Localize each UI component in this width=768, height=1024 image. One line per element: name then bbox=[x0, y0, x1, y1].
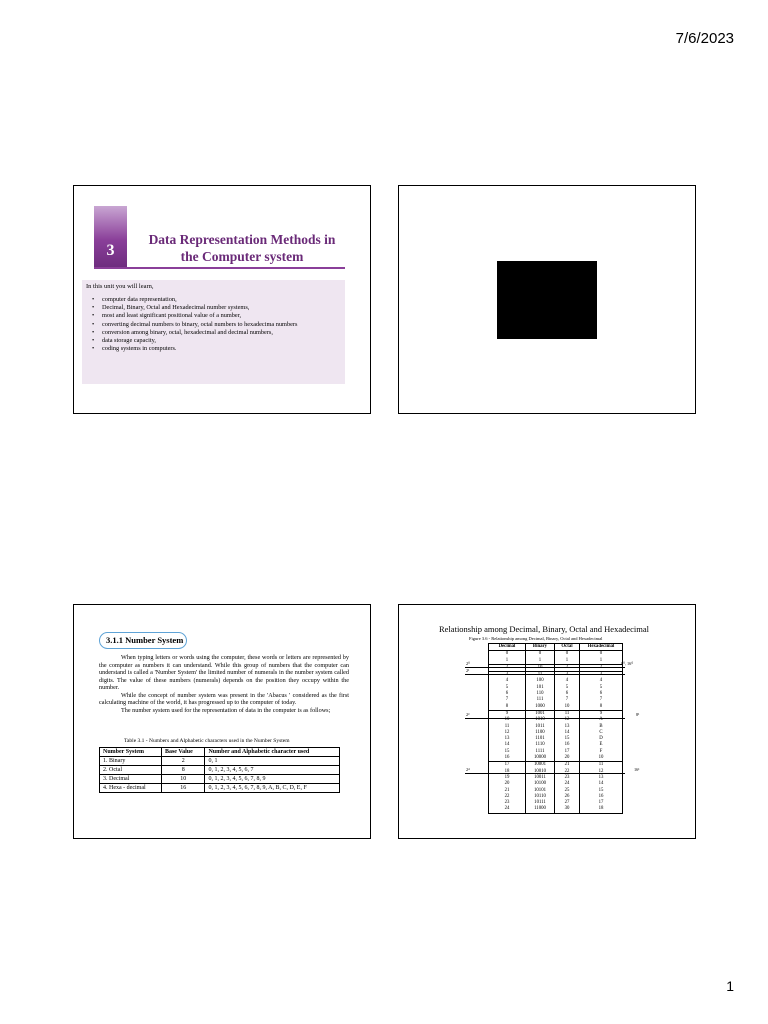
table-cell: 16 bbox=[489, 755, 526, 762]
table-cell: 16 bbox=[161, 784, 204, 793]
table-caption: Table 3.1 - Numbers and Alphabetic characters used in the Number System bbox=[124, 738, 290, 744]
table-cell: 0 bbox=[526, 651, 555, 658]
chapter-title-line1: Data Representation Methods in bbox=[148, 232, 336, 247]
number-system-table bbox=[99, 747, 340, 793]
table-cell: 5 bbox=[580, 685, 623, 691]
power-label: 2⁰ bbox=[466, 661, 470, 666]
table-header: Hexadecimal bbox=[580, 644, 623, 651]
table-row bbox=[100, 766, 340, 775]
table-cell: 5 bbox=[555, 685, 580, 691]
paragraph: While the concept of number system was present in the 'Abacus ' considered as the first calculating machine of the world, it has progressed up to the computer of today. bbox=[99, 691, 349, 706]
table-cell: 4 bbox=[489, 678, 526, 684]
list-item: • Decimal, Binary, Octal and Hexadecimal number systems, bbox=[92, 304, 342, 312]
title-underline bbox=[94, 267, 345, 269]
table-cell: 1001 bbox=[526, 710, 555, 717]
table-cell: 8 bbox=[161, 766, 204, 775]
table-cell: 10101 bbox=[526, 788, 555, 794]
table-cell: 0, 1 bbox=[205, 757, 340, 766]
table-cell: 12 bbox=[580, 769, 623, 775]
table-cell: 11 bbox=[580, 762, 623, 769]
table-cell: 4. Hexa - decimal bbox=[100, 784, 162, 793]
table-cell: 2 bbox=[161, 757, 204, 766]
table-cell: D bbox=[580, 736, 623, 742]
table-cell: 111 bbox=[526, 697, 555, 703]
table-cell: 22 bbox=[489, 794, 526, 800]
list-item: • conversion among binary, octal, hexadecimal and decimal numbers, bbox=[92, 329, 342, 337]
conversion-table bbox=[488, 643, 623, 814]
table-cell: 10100 bbox=[526, 781, 555, 787]
table-cell: 13 bbox=[580, 775, 623, 781]
table-cell: 14 bbox=[580, 781, 623, 787]
table-cell: 3. Decimal bbox=[100, 775, 162, 784]
table-cell: 19 bbox=[489, 775, 526, 781]
table-cell: 10010 bbox=[526, 769, 555, 775]
table-cell: 15 bbox=[489, 749, 526, 755]
table-cell: 1 bbox=[580, 658, 623, 665]
table-cell: 10 bbox=[161, 775, 204, 784]
table-cell: 18 bbox=[580, 806, 623, 813]
table-row bbox=[489, 658, 623, 665]
table-cell: 7 bbox=[580, 697, 623, 703]
learning-list bbox=[92, 296, 342, 353]
table-cell: 9 bbox=[580, 710, 623, 717]
table-cell: 17 bbox=[580, 800, 623, 806]
table-header-row bbox=[489, 644, 623, 651]
list-item: • most and least significant positional value of a number, bbox=[92, 312, 342, 320]
table-cell: 14 bbox=[555, 730, 580, 736]
table-cell: 6 bbox=[555, 691, 580, 697]
table-cell: 17 bbox=[489, 762, 526, 769]
table-cell: 10 bbox=[489, 717, 526, 723]
table-row bbox=[489, 806, 623, 813]
slide-title: Relationship among Decimal, Binary, Octal and Hexadecimal bbox=[439, 624, 649, 634]
table-header: Binary bbox=[526, 644, 555, 651]
table-cell: 3 bbox=[580, 672, 623, 679]
table-cell: C bbox=[580, 730, 623, 736]
list-item: • data storage capacity, bbox=[92, 337, 342, 345]
table-cell: 3 bbox=[555, 672, 580, 679]
table-row bbox=[100, 784, 340, 793]
power-label: 16¹ bbox=[634, 767, 640, 772]
table-header: Base Value bbox=[161, 748, 204, 757]
table-row bbox=[489, 651, 623, 658]
table-cell: 26 bbox=[555, 794, 580, 800]
chapter-title bbox=[132, 231, 352, 265]
body-text bbox=[99, 654, 349, 714]
table-cell: 10001 bbox=[526, 762, 555, 769]
power-line bbox=[465, 773, 625, 774]
table-cell: 17 bbox=[555, 749, 580, 755]
table-cell: 1111 bbox=[526, 749, 555, 755]
list-item: • computer data representation, bbox=[92, 296, 342, 304]
table-cell: 2 bbox=[555, 664, 580, 671]
table-row bbox=[489, 755, 623, 762]
page-number: 1 bbox=[726, 978, 734, 994]
table-cell: 24 bbox=[555, 781, 580, 787]
table-cell: 16 bbox=[555, 742, 580, 748]
table-cell: 23 bbox=[489, 800, 526, 806]
table-cell: 2. Octal bbox=[100, 766, 162, 775]
table-cell: A bbox=[580, 717, 623, 723]
table-cell: F bbox=[580, 749, 623, 755]
table-cell: 0, 1, 2, 3, 4, 5, 6, 7, 8, 9, A, B, C, D, E, F bbox=[205, 784, 340, 793]
slide-number-system bbox=[73, 604, 371, 839]
learning-outcomes-box bbox=[82, 280, 345, 384]
figure-caption: Figure 3.6 - Relationship among Decimal, Binary, Octal and Hexadecimal bbox=[469, 636, 603, 641]
power-label: 2¹ bbox=[466, 668, 470, 673]
table-cell: 3 bbox=[489, 672, 526, 679]
table-cell: 21 bbox=[555, 762, 580, 769]
table-cell: 8 bbox=[580, 704, 623, 711]
table-cell: 0 bbox=[580, 651, 623, 658]
table-cell: 2 bbox=[580, 664, 623, 671]
table-cell: 101 bbox=[526, 685, 555, 691]
table-cell: 23 bbox=[555, 775, 580, 781]
table-cell: 4 bbox=[580, 678, 623, 684]
list-item: • coding systems in computers. bbox=[92, 345, 342, 353]
power-label: 2³ bbox=[466, 712, 470, 717]
table-cell: 6 bbox=[580, 691, 623, 697]
table-cell: 12 bbox=[555, 717, 580, 723]
table-cell: 110 bbox=[526, 691, 555, 697]
paragraph: When typing letters or words using the computer, these words or letters are represented by the computer as numbers it can understand. While this group of numbers that the computer can understand is called a 'Number System' the limited number of numerals in the number system called digits. The value of these numbers (numerals) depends on the position they occupy within the number. bbox=[99, 654, 349, 691]
table-cell: 21 bbox=[489, 788, 526, 794]
power-line bbox=[465, 667, 625, 668]
table-cell: 20 bbox=[489, 781, 526, 787]
table-cell: 0, 1, 2, 3, 4, 5, 6, 7 bbox=[205, 766, 340, 775]
table-cell: 4 bbox=[555, 678, 580, 684]
table-header: Decimal bbox=[489, 644, 526, 651]
table-cell: 10110 bbox=[526, 794, 555, 800]
section-title: 3.1.1 Number System bbox=[106, 635, 184, 645]
table-cell: 22 bbox=[555, 769, 580, 775]
table-header-row bbox=[100, 748, 340, 757]
table-header: Octal bbox=[555, 644, 580, 651]
paragraph: The number system used for the representation of data in the computer is as follows; bbox=[121, 706, 331, 714]
power-line bbox=[465, 674, 625, 675]
table-cell: 1110 bbox=[526, 742, 555, 748]
table-cell: 6 bbox=[489, 691, 526, 697]
table-row bbox=[489, 762, 623, 769]
table-cell: E bbox=[580, 742, 623, 748]
table-cell: 12 bbox=[489, 730, 526, 736]
table-cell: 8 bbox=[489, 704, 526, 711]
table-cell: 1 bbox=[555, 658, 580, 665]
table-cell: 1011 bbox=[526, 724, 555, 730]
table-cell: 11000 bbox=[526, 806, 555, 813]
table-cell: 1 bbox=[489, 658, 526, 665]
table-cell: 10 bbox=[526, 664, 555, 671]
power-label: 2⁴ bbox=[466, 767, 470, 772]
slide-blank-image bbox=[398, 185, 696, 414]
chapter-number: 3 bbox=[106, 242, 115, 259]
chapter-number-bar bbox=[94, 206, 127, 268]
power-line bbox=[465, 718, 625, 719]
table-cell: 14 bbox=[489, 742, 526, 748]
table-cell: 100 bbox=[526, 678, 555, 684]
table-header: Number and Alphabetic character used bbox=[205, 748, 340, 757]
table-cell: 20 bbox=[555, 755, 580, 762]
table-cell: 1010 bbox=[526, 717, 555, 723]
table-cell: 0 bbox=[489, 651, 526, 658]
table-cell: 16 bbox=[580, 794, 623, 800]
table-cell: 10000 bbox=[526, 755, 555, 762]
table-cell: 1100 bbox=[526, 730, 555, 736]
table-cell: 7 bbox=[555, 697, 580, 703]
power-label: 8⁰, 16⁰ bbox=[621, 661, 634, 666]
table-cell: 1000 bbox=[526, 704, 555, 711]
table-cell: 7 bbox=[489, 697, 526, 703]
learning-intro: In this unit you will learn, bbox=[86, 283, 154, 290]
table-cell: 11 bbox=[526, 672, 555, 679]
table-cell: 13 bbox=[555, 724, 580, 730]
table-cell: 5 bbox=[489, 685, 526, 691]
table-cell: 25 bbox=[555, 788, 580, 794]
table-cell: 10 bbox=[555, 704, 580, 711]
table-cell: 0 bbox=[555, 651, 580, 658]
table-row bbox=[489, 664, 623, 671]
table-cell: 10011 bbox=[526, 775, 555, 781]
table-cell: 1 bbox=[526, 658, 555, 665]
slide-chapter-title bbox=[73, 185, 371, 414]
table-cell: 1101 bbox=[526, 736, 555, 742]
table-cell: 13 bbox=[489, 736, 526, 742]
table-cell: 27 bbox=[555, 800, 580, 806]
table-cell: 30 bbox=[555, 806, 580, 813]
table-row bbox=[489, 672, 623, 679]
table-cell: 11 bbox=[489, 724, 526, 730]
table-cell: 18 bbox=[489, 769, 526, 775]
power-label: 8¹ bbox=[636, 712, 640, 717]
table-header: Number System bbox=[100, 748, 162, 757]
table-row bbox=[100, 775, 340, 784]
table-cell: 15 bbox=[555, 736, 580, 742]
table-cell: 24 bbox=[489, 806, 526, 813]
table-cell: B bbox=[580, 724, 623, 730]
section-title-pill bbox=[99, 632, 187, 649]
list-item: • converting decimal numbers to binary, octal numbers to hexadecima numbers bbox=[92, 321, 342, 329]
table-cell: 10 bbox=[580, 755, 623, 762]
table-row bbox=[489, 704, 623, 711]
slide-conversion-table bbox=[398, 604, 696, 839]
table-row bbox=[100, 757, 340, 766]
table-cell: 10111 bbox=[526, 800, 555, 806]
table-row bbox=[489, 710, 623, 717]
conversion-table-body bbox=[489, 651, 623, 813]
table-cell: 9 bbox=[489, 710, 526, 717]
table-cell: 2 bbox=[489, 664, 526, 671]
table-cell: 11 bbox=[555, 710, 580, 717]
chapter-title-line2: the Computer system bbox=[180, 249, 304, 264]
table-cell: 0, 1, 2, 3, 4, 5, 6, 7, 8, 9 bbox=[205, 775, 340, 784]
header-date: 7/6/2023 bbox=[675, 30, 734, 47]
table-cell: 1. Binary bbox=[100, 757, 162, 766]
black-image-placeholder bbox=[497, 261, 597, 339]
table-cell: 15 bbox=[580, 788, 623, 794]
